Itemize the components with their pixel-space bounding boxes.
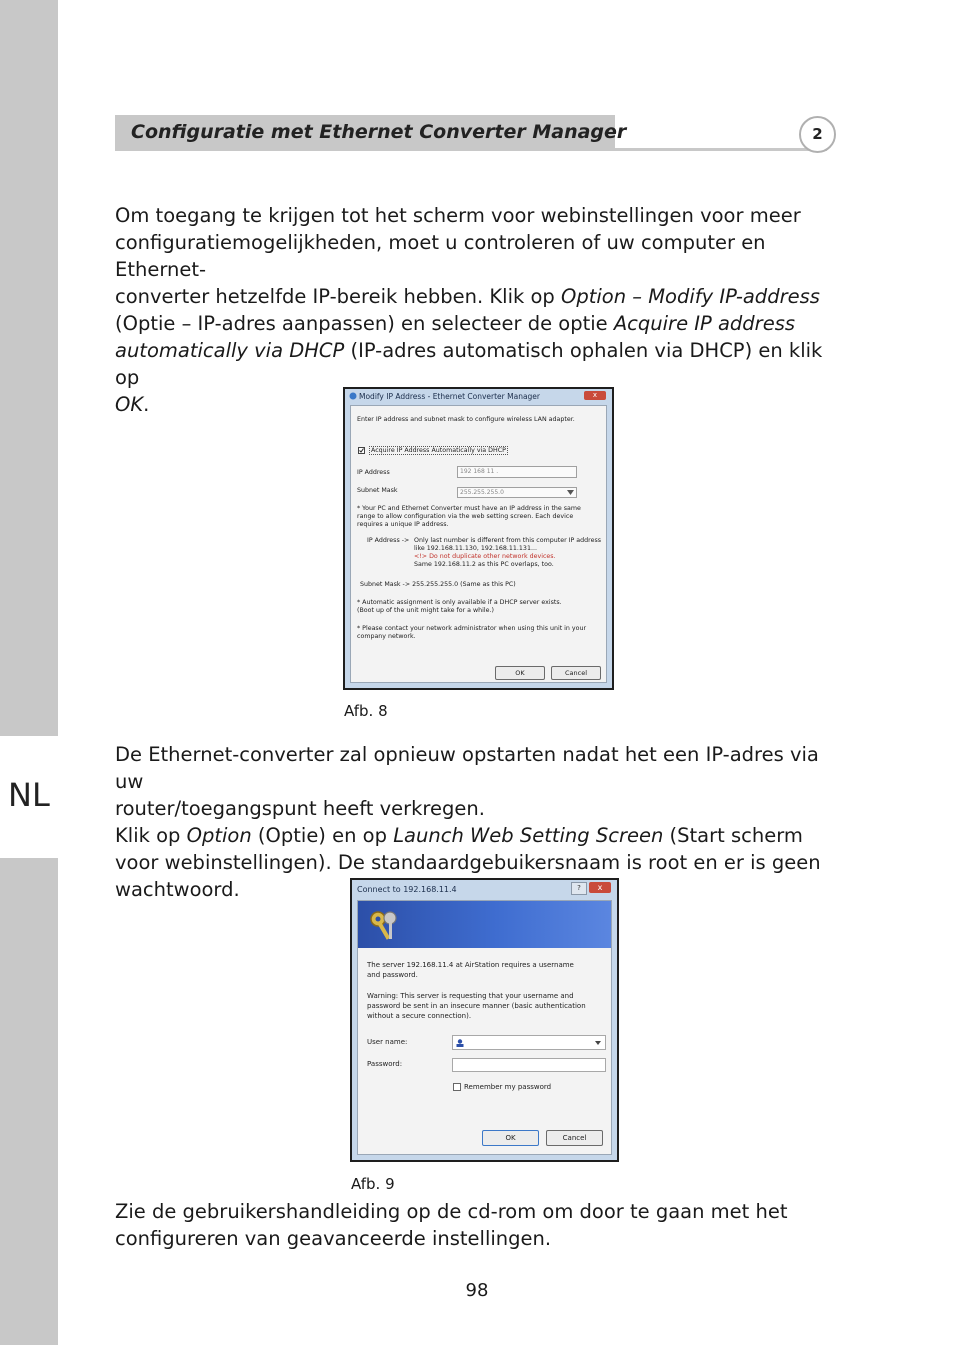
intro-text: Enter IP address and subnet mask to configure wireless LAN adapter. xyxy=(357,416,575,423)
paragraph-intro xyxy=(115,202,845,418)
option-reference: Acquire IP address xyxy=(613,312,796,335)
checkbox-checked-icon[interactable] xyxy=(358,447,365,454)
section-title: Configuratie met Ethernet Converter Manager xyxy=(131,121,627,143)
page-number: 98 xyxy=(465,1280,489,1301)
ip-address-field[interactable]: 192 168 11 . xyxy=(457,466,577,478)
hint-text: like 192.168.11.130, 192.168.11.131... xyxy=(414,545,537,552)
dialog-title: Modify IP Address - Ethernet Converter Manager xyxy=(359,392,540,401)
subnet-hint: Subnet Mask -> 255.255.255.0 (Same as this PC) xyxy=(360,581,516,588)
warning-text: Warning: This server is requesting that your username and xyxy=(367,992,574,1000)
text-line: Om toegang te krijgen tot het scherm voor webinstellingen voor meer xyxy=(115,204,801,227)
user-icon xyxy=(456,1039,464,1047)
dialog-body xyxy=(357,900,612,1155)
remember-password-label[interactable]: Remember my password xyxy=(464,1083,552,1091)
cancel-button[interactable]: Cancel xyxy=(546,1130,603,1146)
note-text: range to allow configuration via the web setting screen. Each device xyxy=(357,513,574,520)
text-line: Klik op Option (Optie) en op Launch Web Setting Screen (Start scherm xyxy=(115,824,803,847)
text-line: converter hetzelfde IP-bereik hebben. Klik op Option – Modify IP-address xyxy=(115,285,820,308)
warning-text: <!> Do not duplicate other network devices. xyxy=(414,553,556,560)
password-label: Password: xyxy=(367,1060,403,1068)
paragraph-advanced xyxy=(115,1198,845,1252)
figure-8-screenshot xyxy=(343,387,614,690)
warning-text: password be sent in an insecure manner (basic authentication xyxy=(367,1002,586,1010)
note-text: requires a unique IP address. xyxy=(357,521,449,528)
menu-reference: Launch Web Setting Screen xyxy=(393,824,664,847)
dialog-frame xyxy=(352,880,617,1160)
close-icon[interactable]: x xyxy=(584,391,606,400)
text-line: (Optie – IP-adres aanpassen) en selecteer de optie Acquire IP address xyxy=(115,312,796,335)
checkbox-icon[interactable] xyxy=(453,1083,461,1091)
note-text: * Please contact your network administrator when using this unit in your xyxy=(357,625,587,632)
dialog-body xyxy=(350,405,607,683)
banner xyxy=(358,901,611,948)
chapter-number: 2 xyxy=(799,116,836,153)
ip-label: IP Address xyxy=(357,469,390,476)
hint-text: Same 192.168.11.2 as this PC overlaps, too. xyxy=(414,561,554,568)
dhcp-checkbox-label[interactable]: Acquire IP Address Automatically via DHCP xyxy=(371,447,506,454)
keys-icon xyxy=(368,909,402,943)
help-icon[interactable]: ? xyxy=(571,882,587,895)
dialog-frame xyxy=(345,389,612,688)
subnet-mask-select[interactable]: 255.255.255.0 xyxy=(457,487,577,498)
text-line: wachtwoord. xyxy=(115,878,240,901)
note-text: * Automatic assignment is only available if a DHCP server exists. xyxy=(357,599,562,606)
text-line: voor webinstellingen). De standaardgebuikersnaam is root en er is geen xyxy=(115,851,821,874)
server-text: and password. xyxy=(367,971,418,979)
dialog-title: Connect to 192.168.11.4 xyxy=(357,885,457,894)
figure-9-caption: Afb. 9 xyxy=(351,1175,395,1193)
server-text: The server 192.168.11.4 at AirStation requires a username xyxy=(367,961,574,969)
language-label: NL xyxy=(8,776,50,814)
note-text: company network. xyxy=(357,633,416,640)
option-reference: automatically via DHCP xyxy=(115,339,345,362)
ok-button[interactable]: OK xyxy=(482,1130,539,1146)
warning-text: without a secure connection). xyxy=(367,1012,472,1020)
text-line: router/toegangspunt heeft verkregen. xyxy=(115,797,485,820)
button-reference: OK xyxy=(115,393,144,416)
text-line: configuratiemogelijkheden, moet u controleren of uw computer en Ethernet- xyxy=(115,231,766,281)
sidebar-tab-bottom xyxy=(0,858,58,1345)
text-line: configureren van geavanceerde instellingen. xyxy=(115,1227,552,1250)
cancel-button[interactable]: Cancel xyxy=(551,666,601,680)
note-text: * Your PC and Ethernet Converter must have an IP address in the same xyxy=(357,505,581,512)
text-line: OK. xyxy=(115,393,150,416)
sidebar-tab-top xyxy=(0,0,58,736)
note-text: (Boot up of the unit might take for a while.) xyxy=(357,607,495,614)
menu-reference: Option – Modify IP-address xyxy=(561,285,820,308)
hint-label: IP Address -> xyxy=(367,537,410,544)
text-line: automatically via DHCP (IP-adres automatisch ophalen via DHCP) en klik op xyxy=(115,339,823,389)
ok-button[interactable]: OK xyxy=(495,666,545,680)
password-field[interactable] xyxy=(452,1058,606,1072)
username-field[interactable] xyxy=(452,1035,606,1050)
username-label: User name: xyxy=(367,1038,408,1046)
close-icon[interactable]: x xyxy=(589,882,611,893)
chevron-down-icon xyxy=(595,1041,601,1045)
text-line: Zie de gebruikershandleiding op de cd-rom om door te gaan met het xyxy=(115,1200,788,1223)
menu-reference: Option xyxy=(186,824,252,847)
hint-text: Only last number is different from this computer IP address xyxy=(414,537,602,544)
text-line: De Ethernet-converter zal opnieuw opstarten nadat het een IP-adres via uw xyxy=(115,743,819,793)
chevron-down-icon xyxy=(567,490,574,495)
section-header-rule xyxy=(615,148,827,151)
figure-9-screenshot xyxy=(350,878,619,1162)
figure-8-caption: Afb. 8 xyxy=(344,702,388,720)
app-icon xyxy=(349,392,357,400)
subnet-label: Subnet Mask xyxy=(357,487,398,494)
